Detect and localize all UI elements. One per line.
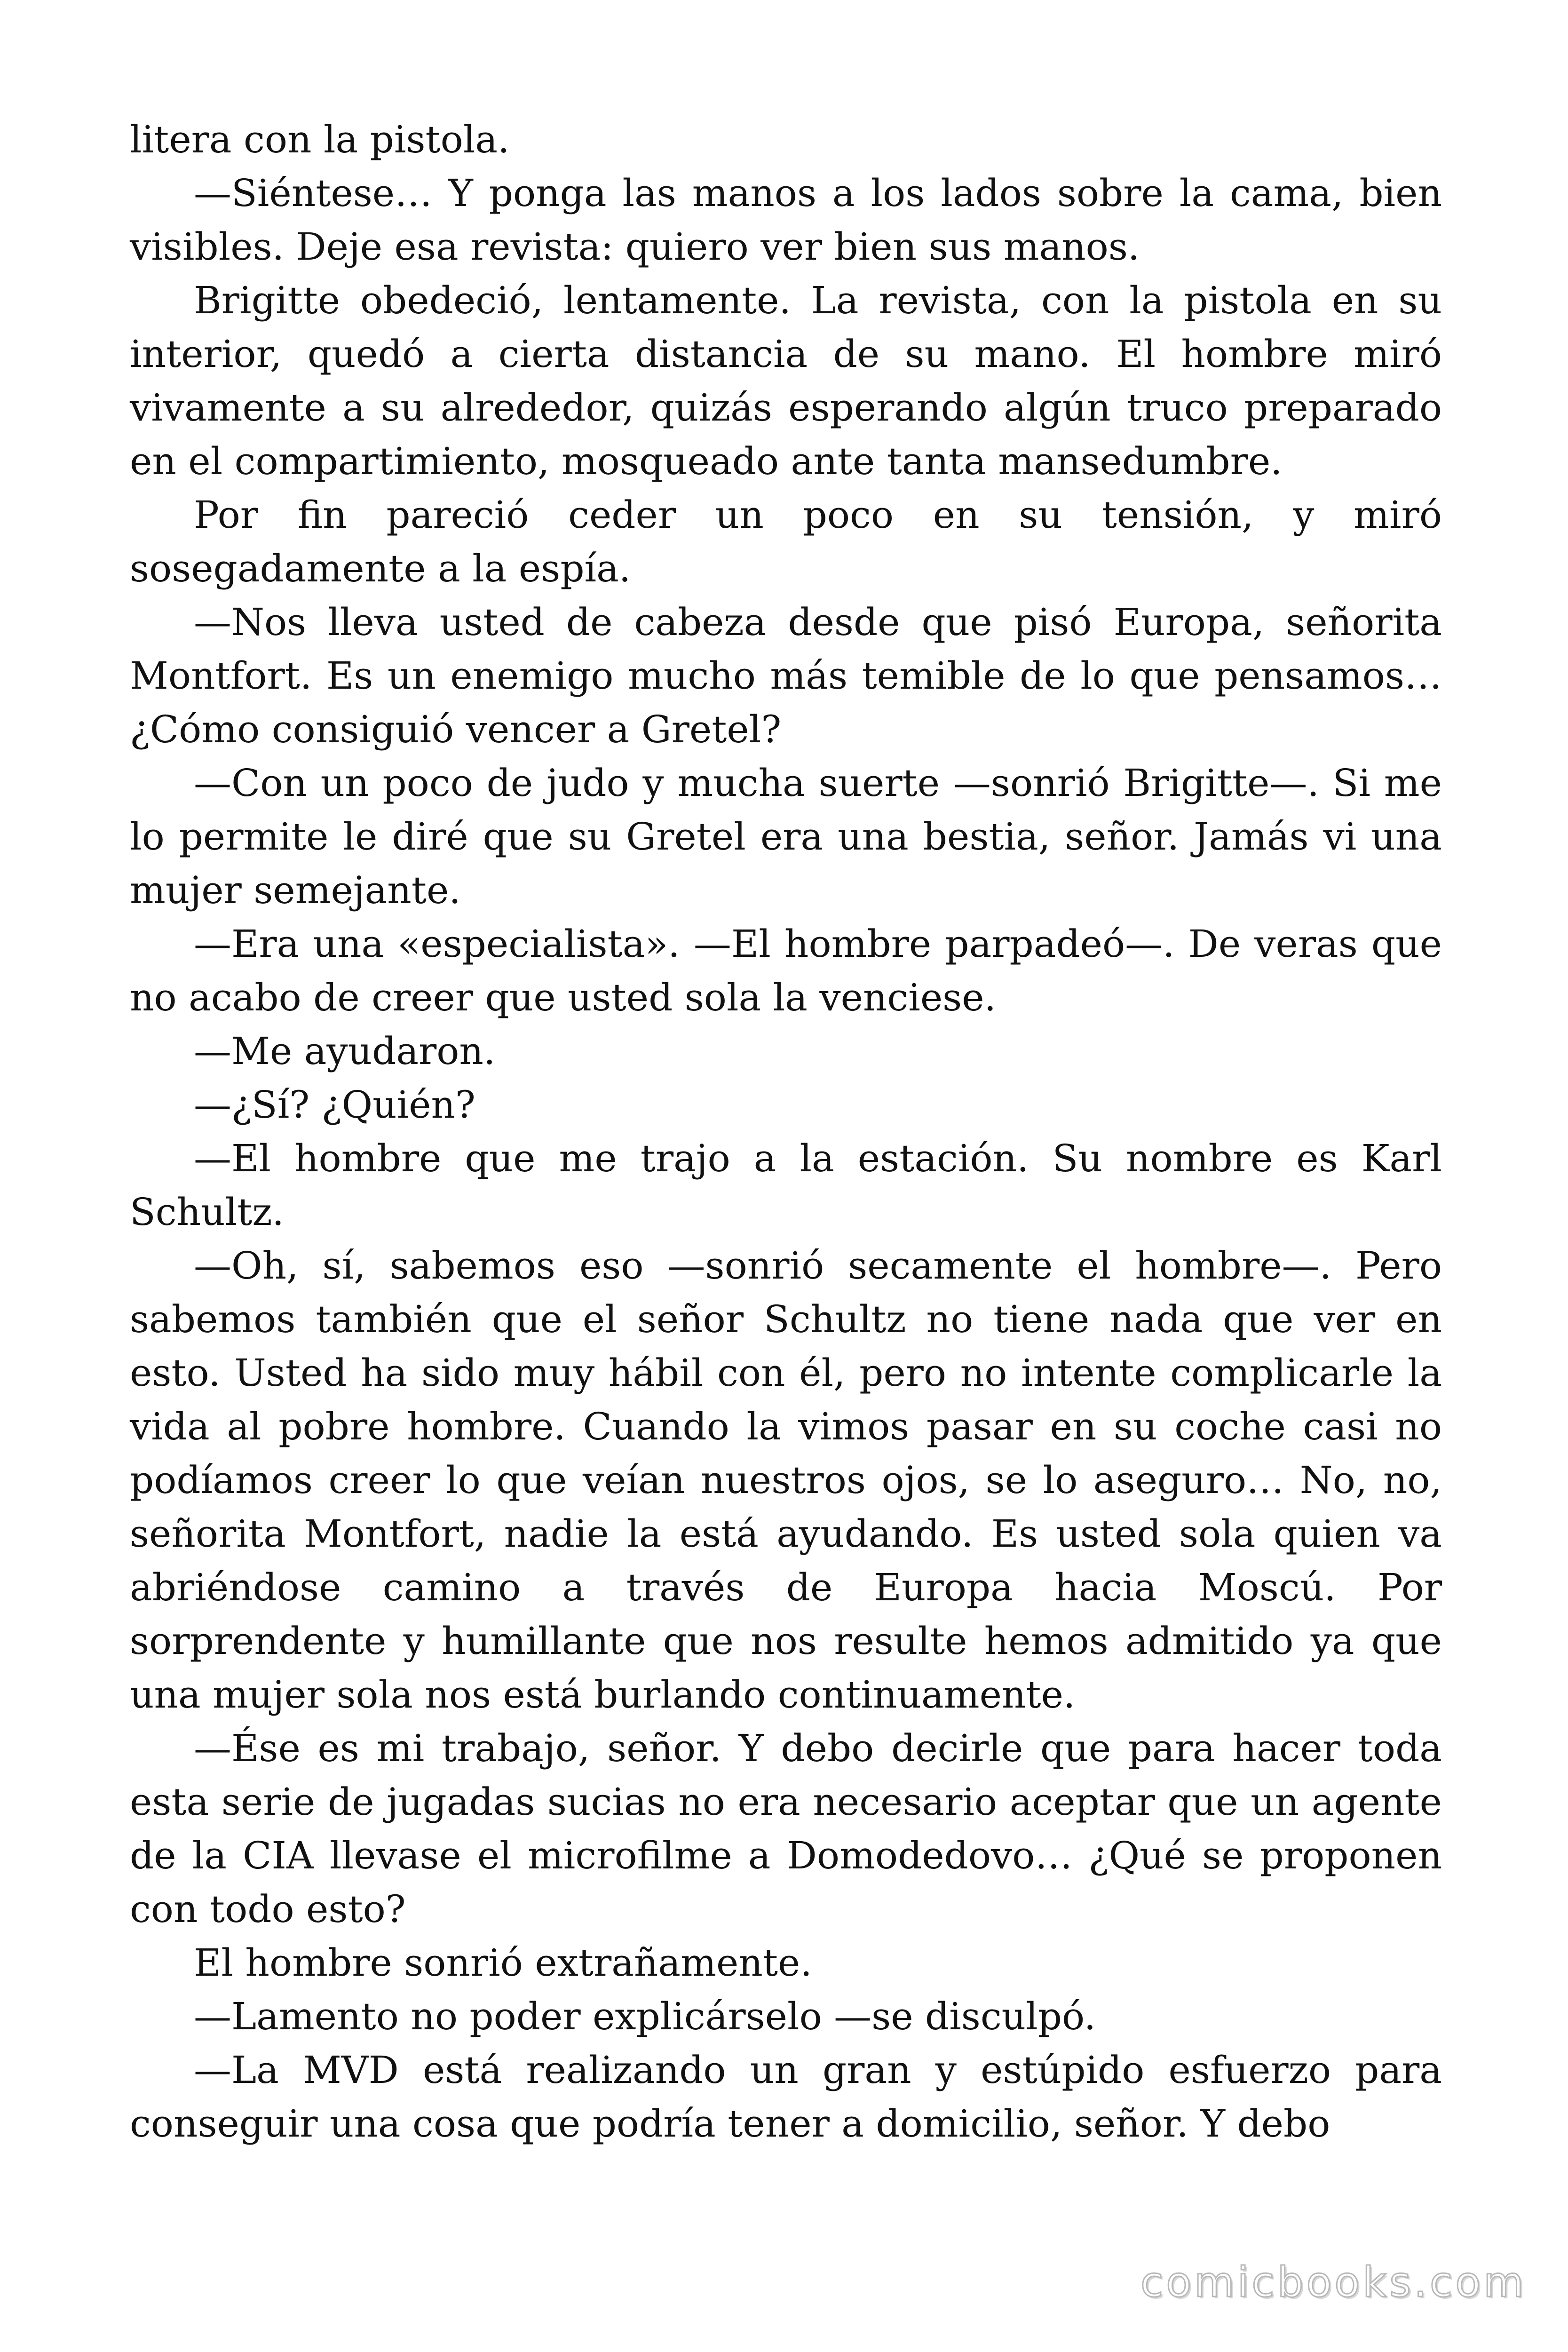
paragraph-1: litera con la pistola. [130, 118, 510, 161]
paragraph-10: —El hombre que me trajo a la estación. Su nombre es Karl Schultz. [130, 1136, 1442, 1234]
paragraph-14: —Lamento no poder explicárselo —se disculpó. [194, 1994, 1096, 2038]
paragraph-3: Brigitte obedeció, lentamente. La revista, con la pistola en su interior, quedó a cierta distancia de su mano. El hombre miró vivamente a su alrededor, quizás esperando algún truco preparado en el compartimiento, mosqueado ante tanta mansedumbre. [130, 278, 1442, 483]
page-body [130, 113, 1442, 2151]
paragraph-12: —Ése es mi trabajo, señor. Y debo decirle que para hacer toda esta serie de jugadas sucias no era necesario aceptar que un agente de la CIA llevase el microfilme a Domodedovo… ¿Qué se proponen con todo esto? [130, 1726, 1442, 1931]
paragraph-9: —¿Sí? ¿Quién? [194, 1083, 475, 1127]
watermark: comicbooks.com [1140, 2258, 1527, 2306]
paragraph-13: El hombre sonrió extrañamente. [194, 1941, 812, 1985]
paragraph-15: —La MVD está realizando un gran y estúpido esfuerzo para conseguir una cosa que podría tener a domicilio, señor. Y debo [130, 2048, 1442, 2145]
paragraph-4: Por fin pareció ceder un poco en su tensión, y miró sosegadamente a la espía. [130, 493, 1442, 590]
paragraph-2: —Siéntese… Y ponga las manos a los lados sobre la cama, bien visibles. Deje esa revista: quiero ver bien sus manos. [130, 171, 1442, 269]
paragraph-7: —Era una «especialista». —El hombre parpadeó—. De veras que no acabo de creer que usted sola la venciese. [130, 922, 1442, 1019]
paragraph-8: —Me ayudaron. [194, 1029, 496, 1073]
paragraph-11: —Oh, sí, sabemos eso —sonrió secamente el hombre—. Pero sabemos también que el señor Schultz no tiene nada que ver en esto. Usted ha sido muy hábil con él, pero no intente complicarle la vida al pobre hombre. Cuando la vimos pasar en su coche casi no podíamos creer lo que veían nuestros ojos, se lo aseguro… No, no, señorita Montfort, nadie la está ayudando. Es usted sola quien va abriéndose camino a través de Europa hacia Moscú. Por sorprendente y humillante que nos resulte hemos admitido ya que una mujer sola nos está burlando continuamente. [130, 1244, 1442, 1716]
paragraph-5: —Nos lleva usted de cabeza desde que pisó Europa, señorita Montfort. Es un enemigo mucho más temible de lo que pensamos… ¿Cómo consiguió vencer a Gretel? [130, 600, 1442, 751]
paragraph-6: —Con un poco de judo y mucha suerte —sonrió Brigitte—. Si me lo permite le diré que su Gretel era una bestia, señor. Jamás vi una mujer semejante. [130, 761, 1442, 912]
